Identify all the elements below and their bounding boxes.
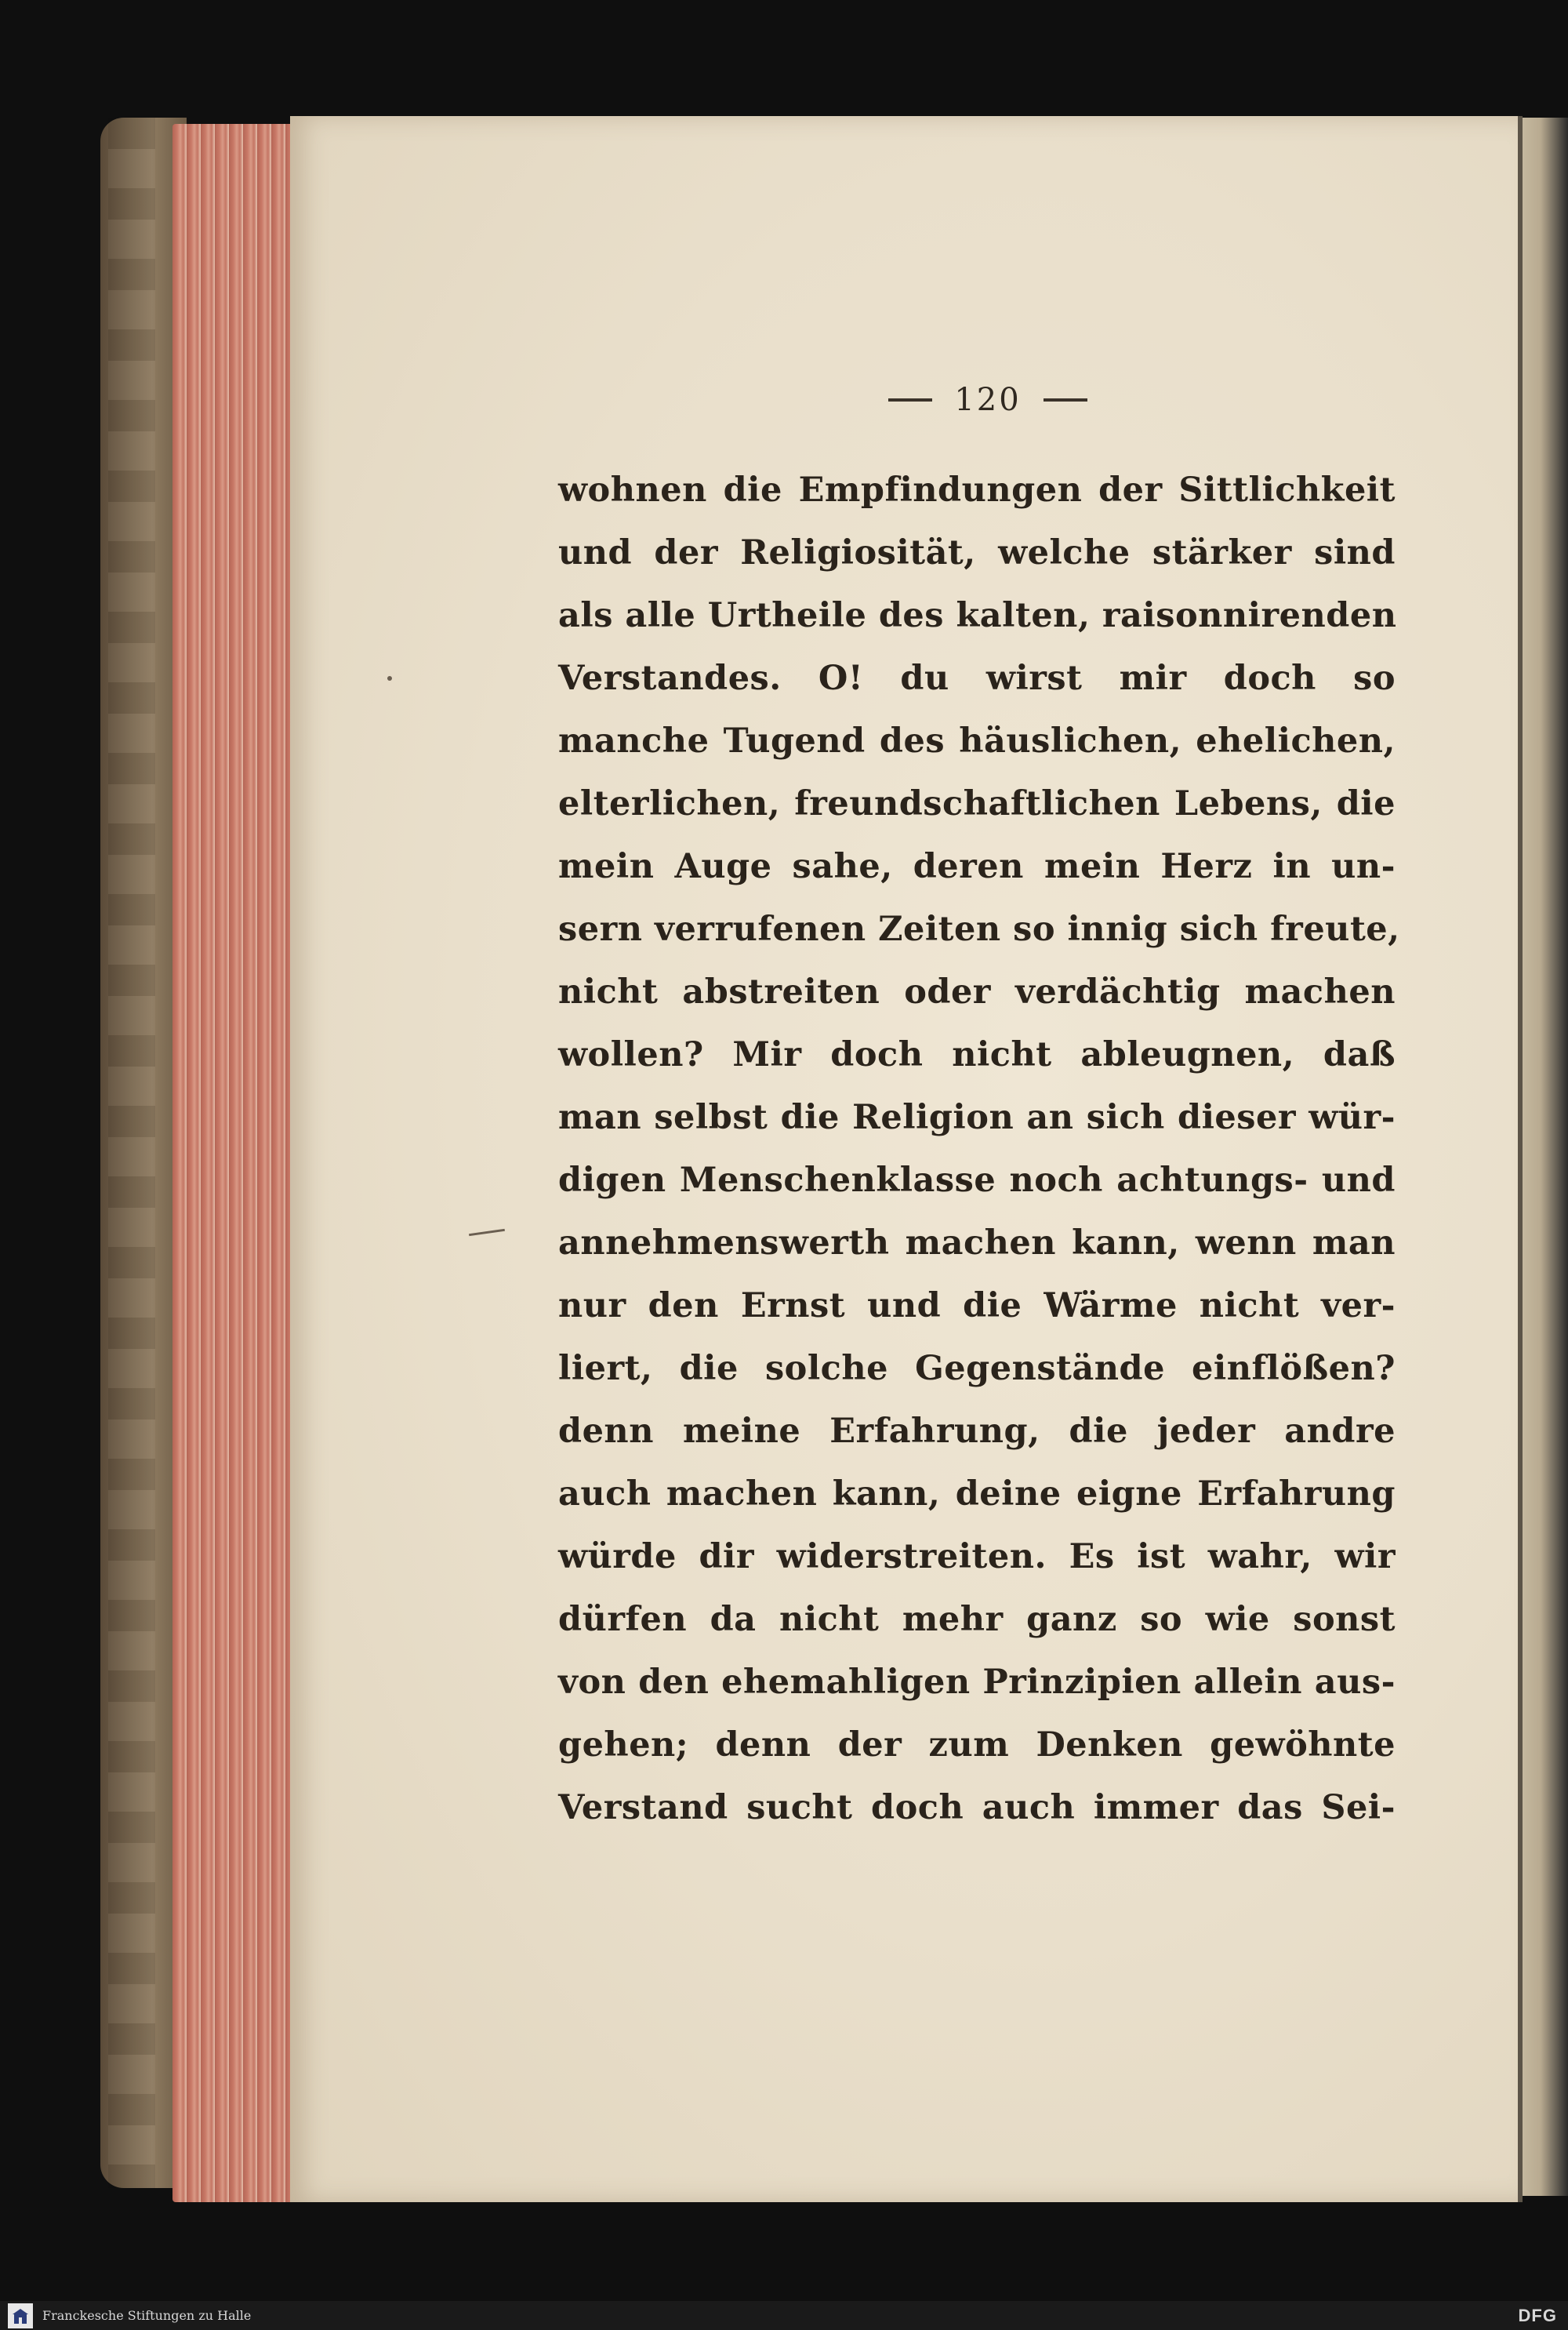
text-line: nur den Ernst und die Wärme nicht ver- [558,1286,1396,1325]
text-line: elterlichen, freundschaftlichen Lebens, die [558,784,1396,823]
text-line: wollen? Mir doch nicht ableugnen, daß [558,1035,1396,1074]
text-line: Verstand sucht doch auch immer das Sei- [558,1788,1396,1827]
page-gutter [1518,116,1523,2202]
text-line: denn meine Erfahrung, die jeder andre [558,1412,1396,1451]
margin-mark-dot [387,676,392,681]
page-block-edges [172,124,290,2202]
text-line: und der Religiosität, welche stärker sind [558,533,1396,573]
text-line: manche Tugend des häuslichen, ehelichen, [558,722,1396,761]
text-line: liert, die solche Gegenstände einflößen? [558,1349,1396,1388]
text-line: dürfen da nicht mehr ganz so wie sonst [558,1600,1396,1639]
text-line: sern verrufenen Zeiten so innig sich freute, [558,910,1400,949]
body-text [558,459,1400,1839]
header-dash-right [1044,398,1087,402]
page-number: 120 [954,382,1022,418]
text-line: man selbst die Religion an sich dieser wür- [558,1098,1396,1137]
text-line: von den ehemahligen Prinzipien allein aus- [558,1663,1396,1702]
text-line: Verstandes. O! du wirst mir doch so [558,659,1396,698]
institution-name: Franckesche Stiftungen zu Halle [42,2308,252,2323]
dfg-logo[interactable]: DFG [1518,2305,1557,2325]
text-line: als alle Urtheile des kalten, raisonnirenden [558,596,1397,635]
text-line: gehen; denn der zum Denken gewöhnte [558,1725,1396,1765]
text-line: nicht abstreiten oder verdächtig machen [558,972,1396,1012]
footer-institution[interactable] [0,2303,251,2328]
text-line: annehmenswerth machen kann, wenn man [558,1223,1396,1263]
page-header [831,376,1145,423]
viewer-footer [0,2301,1568,2330]
header-dash-left [888,398,932,402]
francke-foundation-logo-icon [8,2303,33,2328]
text-line: wohnen die Empfindungen der Sittlichkeit [558,471,1396,510]
text-line: mein Auge sahe, deren mein Herz in un- [558,847,1396,886]
text-line: digen Menschenklasse noch achtungs- und [558,1161,1396,1200]
text-line: auch machen kann, deine eigne Erfahrung [558,1474,1396,1514]
text-line: würde dir widerstreiten. Es ist wahr, wir [558,1537,1396,1576]
